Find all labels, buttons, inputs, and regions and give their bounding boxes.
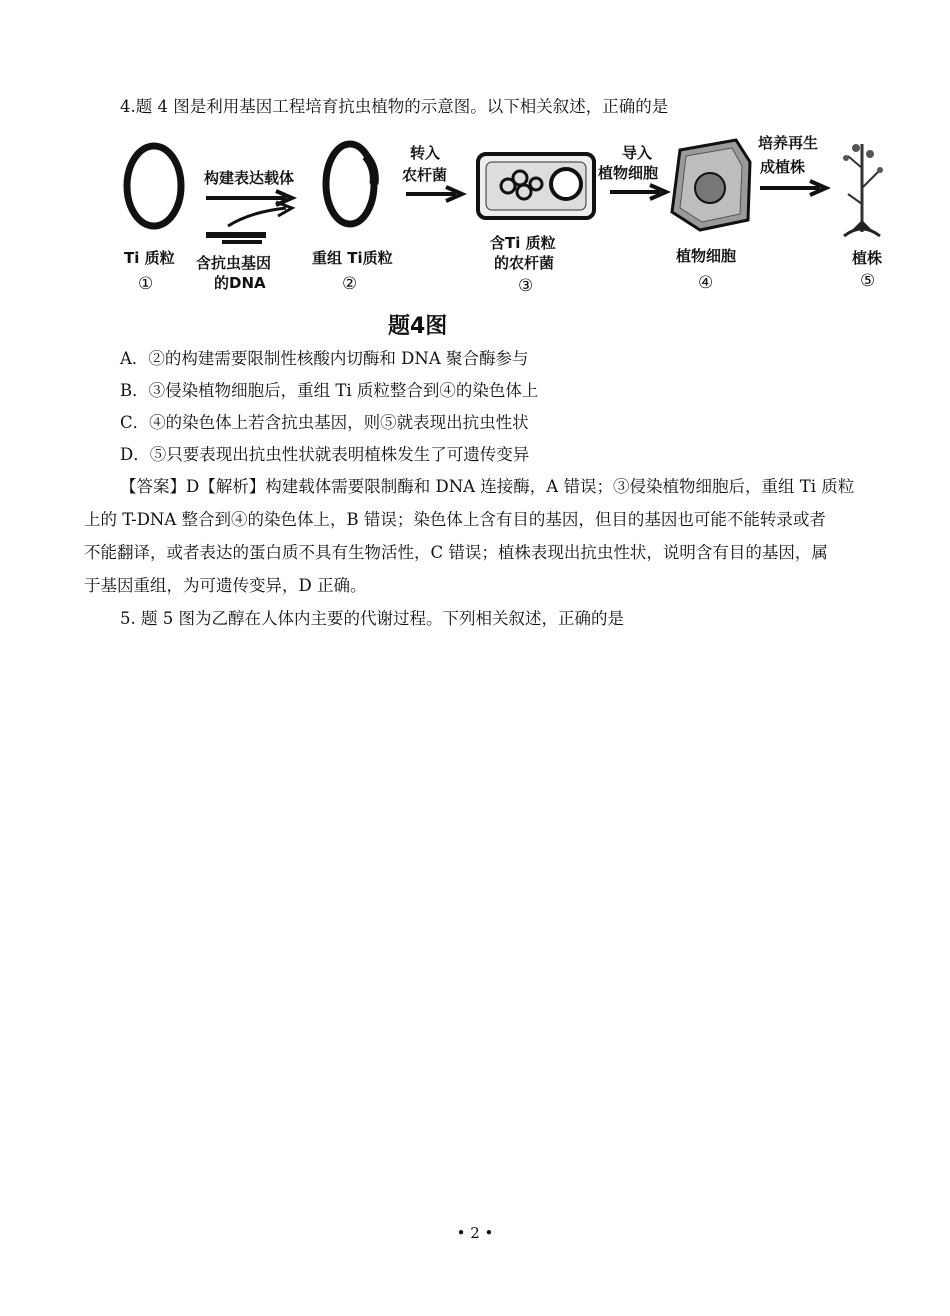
item3-label-line2: 的农杆菌: [494, 254, 555, 272]
answer-line-4: 于基因重组，为可遗传变异，D 正确。: [84, 576, 367, 595]
arrow2-label-line2: 农杆菌: [402, 166, 448, 184]
answer-line-2: 上的 T-DNA 整合到④的染色体上，B 错误；染色体上含有目的基因，但目的基因也可能不能转录或者: [84, 510, 826, 529]
item4-number: ④: [698, 273, 714, 293]
option-d: D．⑤只要表现出抗虫性状就表明植株发生了可遗传变异: [120, 445, 530, 464]
ti-plasmid-ring: [127, 146, 181, 226]
option-b: B．③侵染植物细胞后，重组 Ti 质粒整合到④的染色体上: [120, 381, 539, 400]
answer-line-1: 【答案】D【解析】构建载体需要限制酶和 DNA 连接酶，A 错误；③侵染植物细胞后，重组 Ti 质粒: [120, 477, 855, 496]
arrow1-label: 构建表达载体: [204, 169, 295, 187]
arrow3-label-line2: 植物细胞: [598, 164, 659, 182]
arrow4-label-line2: 成植株: [760, 158, 806, 176]
answer-line-3: 不能翻译，或者表达的蛋白质不具有生物活性，C 错误；植株表现出抗虫性状，说明含有目的基因，属: [84, 543, 828, 562]
gene-engineering-figure: [110, 128, 910, 338]
item4-label: 植物细胞: [676, 247, 737, 265]
dna-fragment: [206, 232, 266, 238]
dna-label-line1: 含抗虫基因: [196, 254, 272, 272]
arrow3: [610, 185, 666, 199]
plasmid-in-bacterium: [551, 169, 581, 199]
insert-arrow: [228, 202, 292, 226]
arrow3-label-line1: 导入: [622, 144, 653, 162]
arrow2-label-line1: 转入: [410, 144, 441, 162]
arrow4-label-line1: 培养再生: [758, 134, 819, 152]
figure-title: 题4图: [388, 314, 448, 338]
option-c: C．④的染色体上若含抗虫基因，则⑤就表现出抗虫性状: [120, 413, 529, 432]
item5-label: 植株: [852, 249, 883, 267]
nucleus: [695, 173, 725, 203]
item1-number: ①: [138, 274, 154, 294]
question4-stem: 4.题 4 图是利用基因工程培育抗虫植物的示意图。以下相关叙述，正确的是: [120, 97, 669, 116]
arrow2: [406, 187, 462, 201]
item2-number: ②: [342, 274, 358, 294]
item3-label-line1: 含Ti 质粒: [490, 234, 556, 252]
page-number: • 2 •: [456, 1224, 494, 1242]
dna-label-line2: 的DNA: [214, 274, 266, 292]
plant-icon: [843, 144, 883, 236]
item2-label: 重组 Ti质粒: [312, 249, 393, 267]
item5-number: ⑤: [860, 271, 876, 291]
option-a: A．②的构建需要限制性核酸内切酶和 DNA 聚合酶参与: [120, 349, 529, 368]
arrow4: [760, 181, 826, 195]
question5-stem: 5. 题 5 图为乙醇在人体内主要的代谢过程。下列相关叙述，正确的是: [120, 609, 624, 628]
item1-label: Ti 质粒: [124, 249, 175, 267]
item3-number: ③: [518, 276, 534, 296]
